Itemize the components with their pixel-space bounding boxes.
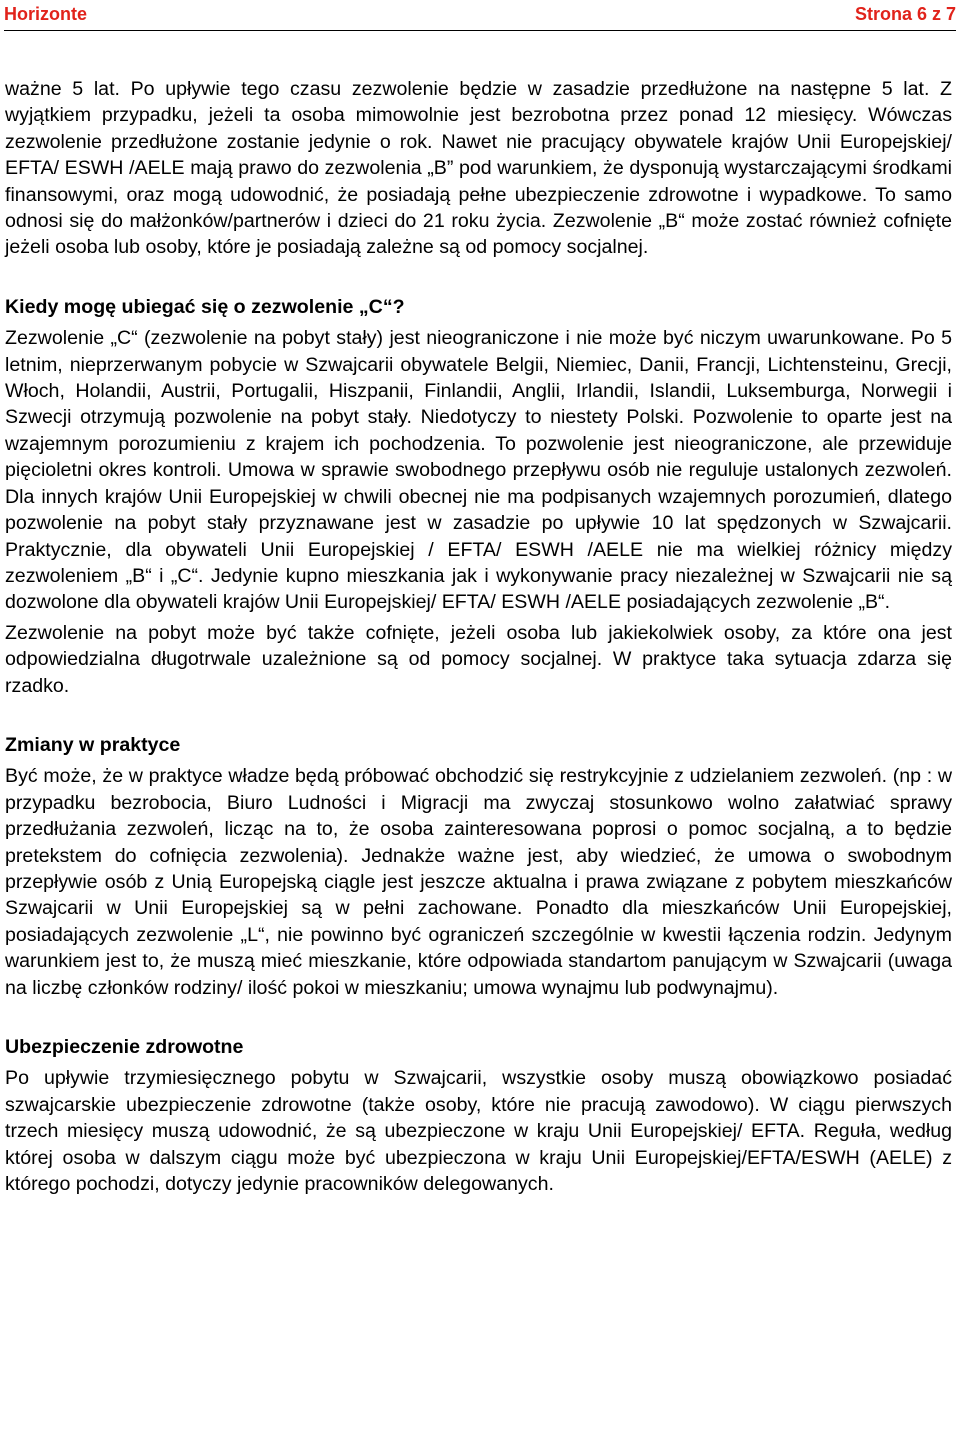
intro-paragraph: ważne 5 lat. Po upływie tego czasu zezwolenie będzie w zasadzie przedłużone na następne 5 lat. Z wyjątkiem przypadku, jeżeli ta osoba mimowolnie jest bezrobotna przez ponad 12 miesięcy. Wówczas zezwolenie przedłużone zostanie jedynie o rok. Nawet nie pracujący obywatele krajów Unii Europejskiej/ EFTA/ ESWH /AELE mają prawo do zezwolenia „B” pod warunkiem, że dysponują wystarczającymi środkami finansowymi, oraz mogą udowodnić, że posiadają pełne ubezpieczenie zdrowotne i wypadkowe. To samo odnosi się do małżonków/partnerów i dzieci do 21 roku życia. Zezwolenie „B“ może zostać również cofnięte jeżeli osoba lub osoby, które je posiadają zależne są od pomocy socjalnej. bbox=[5, 78, 952, 259]
page-number: Strona 6 z 7 bbox=[854, 4, 956, 24]
section-heading-insurance: Ubezpieczenie zdrowotne bbox=[5, 1036, 244, 1058]
page-header bbox=[4, 0, 956, 31]
section-heading-permit-c: Kiedy mogę ubiegać się o zezwolenie „C“? bbox=[5, 295, 405, 318]
permit-c-paragraph-1: Zezwolenie „C“ (zezwolenie na pobyt stały) jest nieograniczone i nie może być niczym uwarunkowane. Po 5 letnim, nieprzerwanym pobycie w Szwajcarii obywatele Belgii, Niemiec, Danii, Francji, Lichtensteinu, Grecji, Włoch, Holandii, Austrii, Portugalii, Hiszpanii, Finlandii, Anglii, Irlandii, Islandii, Luksemburga, Norwegii i Szwecji otrzymują pozwolenie na pobyt stały. Niedotyczy to niestety Polski. Pozwolenie to oparte jest na wzajemnym porozumieniu z krajem ich pochodzenia. To pozwolenie jest nieograniczone, ale przewiduje pięcioletni okres kontroli. Umowa w sprawie swobodnego przepływu osób nie reguluje ustalonych zezwoleń. Dla innych krajów Unii Europejskiej w chwili obecnej nie ma podpisanych wzajemnych porozumień, dlatego pozwolenie na pobyt stały przyznawane jest w zasadzie po upływie 10 lat spędzonych w Szwajcarii. Praktycznie, dla obywateli Unii Europejskiej / EFTA/ ESWH /AELE nie ma wielkiej różnicy między zezwoleniem „B“ i „C“. Jedynie kupno mieszkania jak i wykonywanie pracy niezależnej w Szwajcarii nie są dozwolone dla obywateli krajów Unii Europejskiej/ EFTA/ ESWH /AELE posiadających zezwolenie „B“. bbox=[5, 327, 952, 614]
document-title: Horizonte bbox=[4, 4, 87, 24]
document-body bbox=[5, 76, 952, 1197]
section-heading-changes: Zmiany w praktyce bbox=[5, 733, 181, 756]
changes-paragraph: Być może, że w praktyce władze będą próbować obchodzić się restrykcyjnie z udzielaniem zezwoleń. (np : w przypadku bezrobocia, Biuro Ludności i Migracji ma zwyczaj stosunkowo wolno załatwiać sprawy przedłużania zezwoleń, licząc na to, że osoba zainteresowana poprosi o pomoc socjalną, a to będzie pretekstem do cofnięcia zezwolenia). Jednakże ważne jest, aby wiedzieć, że umowa o swobodnym przepływie osób z Unią Europejską ciągle jest jeszcze aktualna i prawa związane z pobytem mieszkańców Szwajcarii w Unii Europejskiej są w pełni zachowane. Ponadto dla mieszkańców Unii Europejskiej, posiadających zezwolenie „L“, nie powinno być ograniczeń szczególnie w kwestii łączenia rodzin. Jedynym warunkiem jest to, że muszą mieć mieszkanie, które odpowiada standartom panującym w Szwajcarii (uwaga na liczbę członków rodziny/ ilość pokoi w mieszkaniu; umowa wynajmu lub podwynajmu). bbox=[5, 765, 952, 999]
permit-c-paragraph-2: Zezwolenie na pobyt może być także cofnięte, jeżeli osoba lub jakiekolwiek osoby, za które ona jest odpowiedzialna długotrwale uzależnione są od pomocy socjalnej. W praktyce taka sytuacja zdarza się rzadko. bbox=[5, 621, 952, 697]
insurance-paragraph: Po upływie trzymiesięcznego pobytu w Szwajcarii, wszystkie osoby muszą obowiązkowo posiadać szwajcarskie ubezpieczenie zdrowotne (także osoby, które nie pracują zawodowo). W ciągu pierwszych trzech miesięcy muszą udowodnić, że są ubezpieczone w kraju Unii Europejskiej/ EFTA. Reguła, według której osoba w dalszym ciągu może być ubezpieczona w kraju Unii Europejskiej/EFTA/ESWH (AELE) z którego pochodzi, dotyczy jedynie pracowników delegowanych. bbox=[5, 1067, 952, 1196]
